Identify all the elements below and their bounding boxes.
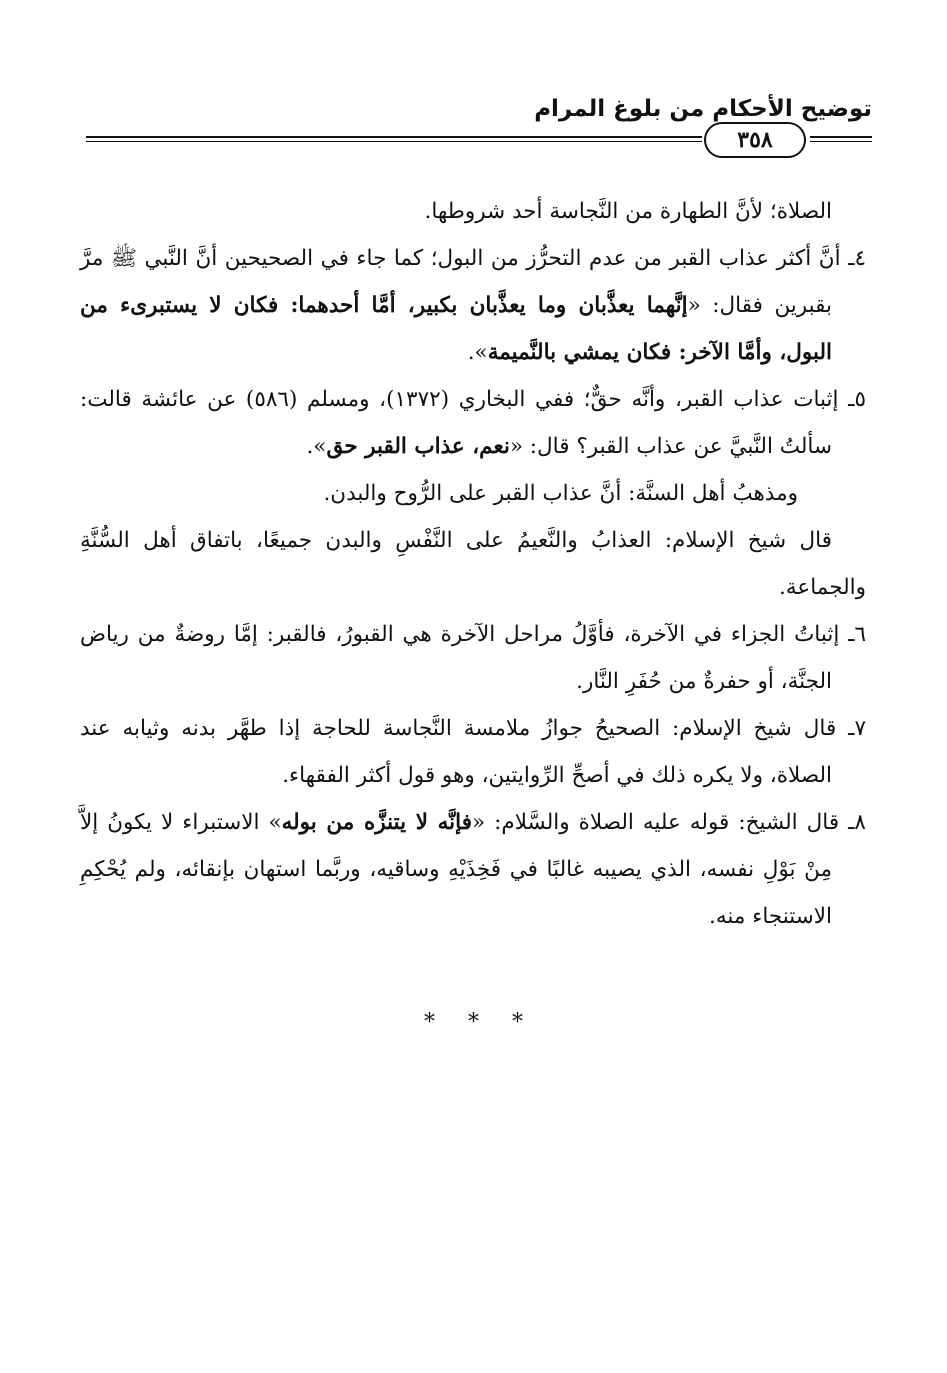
item-8-text-rest: » الاستبراء لا يكونُ إلاَّ مِنْ بَوْلِ نفسه، الذي يصيبه غالبًا في فَخِذَيْهِ وساقيه، وربَّما استهان بإنقائه، ولم يُحْكِمِ الاستنجاء منه. [80,810,832,929]
page-number: ٣٥٨ [704,122,806,158]
item-5-text: ٥ـ إثبات عذاب القبر، وأنَّه حقٌّ؛ ففي البخاري (١٣٧٢)، ومسلم (٥٨٦) عن عائشة قالت: سألتُ النَّبيَّ عن عذاب القبر؟ قال: « [80,387,867,459]
item-4-text: ٤ـ أنَّ أكثر عذاب القبر من عدم التحرُّز من البول؛ كما جاء في الصحيحين أنَّ النَّبي ﷺ مرَّ بقبرين فقال: « [80,246,866,318]
quote-close: ». [306,434,327,459]
hadith-quote: فإنَّه لا يتنزَّه من بوله [281,810,472,835]
list-item-4 [80,235,866,376]
page-body [80,188,866,940]
header-rule-right [810,136,872,138]
list-item-7: ٧ـ قال شيخ الإسلام: الصحيحُ جوازُ ملامسة النَّجاسة للحاجة إذا طهَّر بدنه وثيابه عند الصلاة، ولا يكره ذلك في أصحِّ الرِّوايتين، وهو قول أكثر الفقهاء. [80,716,866,788]
list-item-8 [80,799,866,940]
book-title: توضيح الأحكام من بلوغ المرام [534,96,872,122]
section-divider: * * * [424,1010,523,1035]
paragraph: ومذهبُ أهل السنَّة: أنَّ عذاب القبر على الرُّوح والبدن. [323,481,798,506]
header-rule-right-thin [810,141,872,142]
paragraph: قال شيخ الإسلام: العذابُ والنَّعيمُ على النَّفْسِ والبدن جميعًا، باتفاق أهل السُّنَّةِ والجماعة. [80,528,866,600]
paragraph-continued: الصلاة؛ لأنَّ الطهارة من النَّجاسة أحد شروطها. [424,199,832,224]
list-item-5 [80,376,866,470]
header-rule [86,136,702,138]
quote-close: ». [467,340,488,365]
item-8-text: ٨ـ قال الشيخ: قوله عليه الصلاة والسَّلام: « [471,810,866,835]
header-rule-thin [86,141,702,142]
list-item-6: ٦ـ إثباتُ الجزاء في الآخرة، فأوَّلُ مراحل الآخرة هي القبورُ، فالقبر: إمَّا روضةٌ من رياض الجنَّة، أو حفرةٌ من حُفَرِ النَّار. [80,622,866,694]
hadith-quote: نعم، عذاب القبر حق [326,434,510,459]
hadith-quote: إنَّهما يعذَّبان وما يعذَّبان بكبير، أمَّا أحدهما: فكان لا يستبرىء من البول، وأمَّا الآخر: فكان يمشي بالنَّميمة [80,293,832,365]
page-header [86,94,872,164]
